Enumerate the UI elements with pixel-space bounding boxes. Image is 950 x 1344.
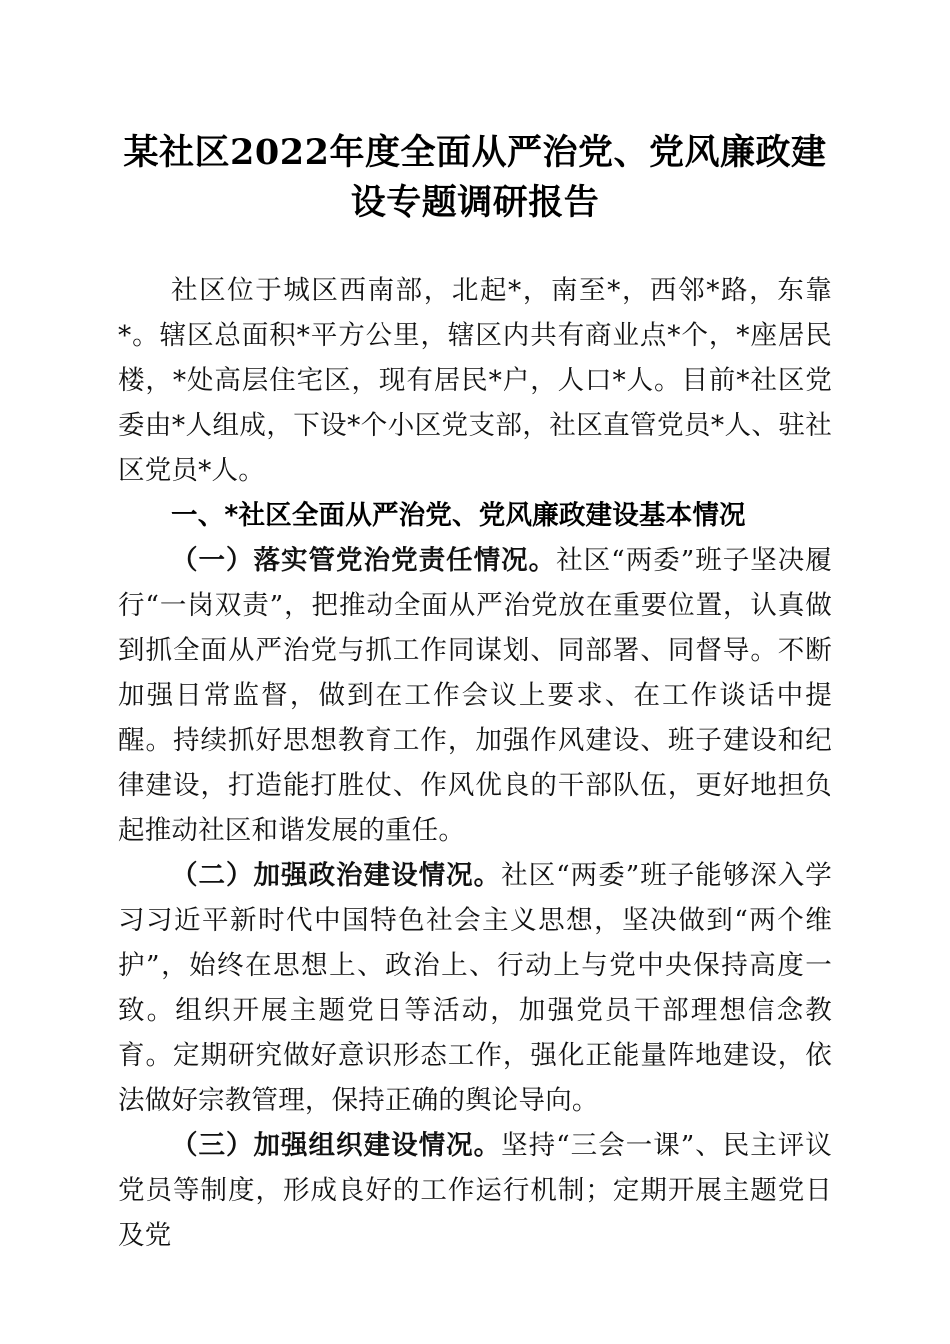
paragraph-subsection-1 (118, 538, 832, 853)
section-heading-1: 一、*社区全面从严治党、党风廉政建设基本情况 (171, 500, 746, 531)
subsection-3-lead: （三）加强组织建设情况。 (171, 1130, 502, 1161)
paragraph-subsection-2 (118, 853, 832, 1123)
subsection-1-lead: （一）落实管党治党责任情况。 (171, 545, 557, 576)
paragraph-subsection-3 (118, 1123, 832, 1258)
document-content (118, 0, 832, 1258)
page-title: 某社区2022年度全面从严治党、党风廉政建设专题调研报告 (123, 132, 827, 223)
subsection-2-lead: （二）加强政治建设情况。 (171, 860, 502, 891)
paragraph-overview: 社区位于城区西南部，北起*，南至*，西邻*路，东靠*。辖区总面积*平方公里，辖区内共有商业点*个，*座居民楼，*处高层住宅区，现有居民*户，人口*人。目前*社区党委由*人组成，下设*个小区党支部，社区直管党员*人、驻社区党员*人。 (118, 275, 832, 486)
subsection-1-body: 社区“两委”班子坚决履行“一岗双责”，把推动全面从严治党放在重要位置，认真做到抓全面从严治党与抓工作同谋划、同部署、同督导。不断加强日常监督，做到在工作会议上要求、在工作谈话中提醒。持续抓好思想教育工作，加强作风建设、班子建设和纪律建设，打造能打胜仗、作风优良的干部队伍，更好地担负起推动社区和谐发展的重任。 (118, 545, 832, 846)
subsection-3-body: 坚持“三会一课”、民主评议党员等制度，形成良好的工作运行机制；定期开展主题党日及党 (118, 1130, 832, 1251)
subsection-2-body: 社区“两委”班子能够深入学习习近平新时代中国特色社会主义思想，坚决做到“两个维护”，始终在思想上、政治上、行动上与党中央保持高度一致。组织开展主题党日等活动，加强党员干部理想信念教育。定期研究做好意识形态工作，强化正能量阵地建设，依法做好宗教管理，保持正确的舆论导向。 (118, 860, 832, 1116)
